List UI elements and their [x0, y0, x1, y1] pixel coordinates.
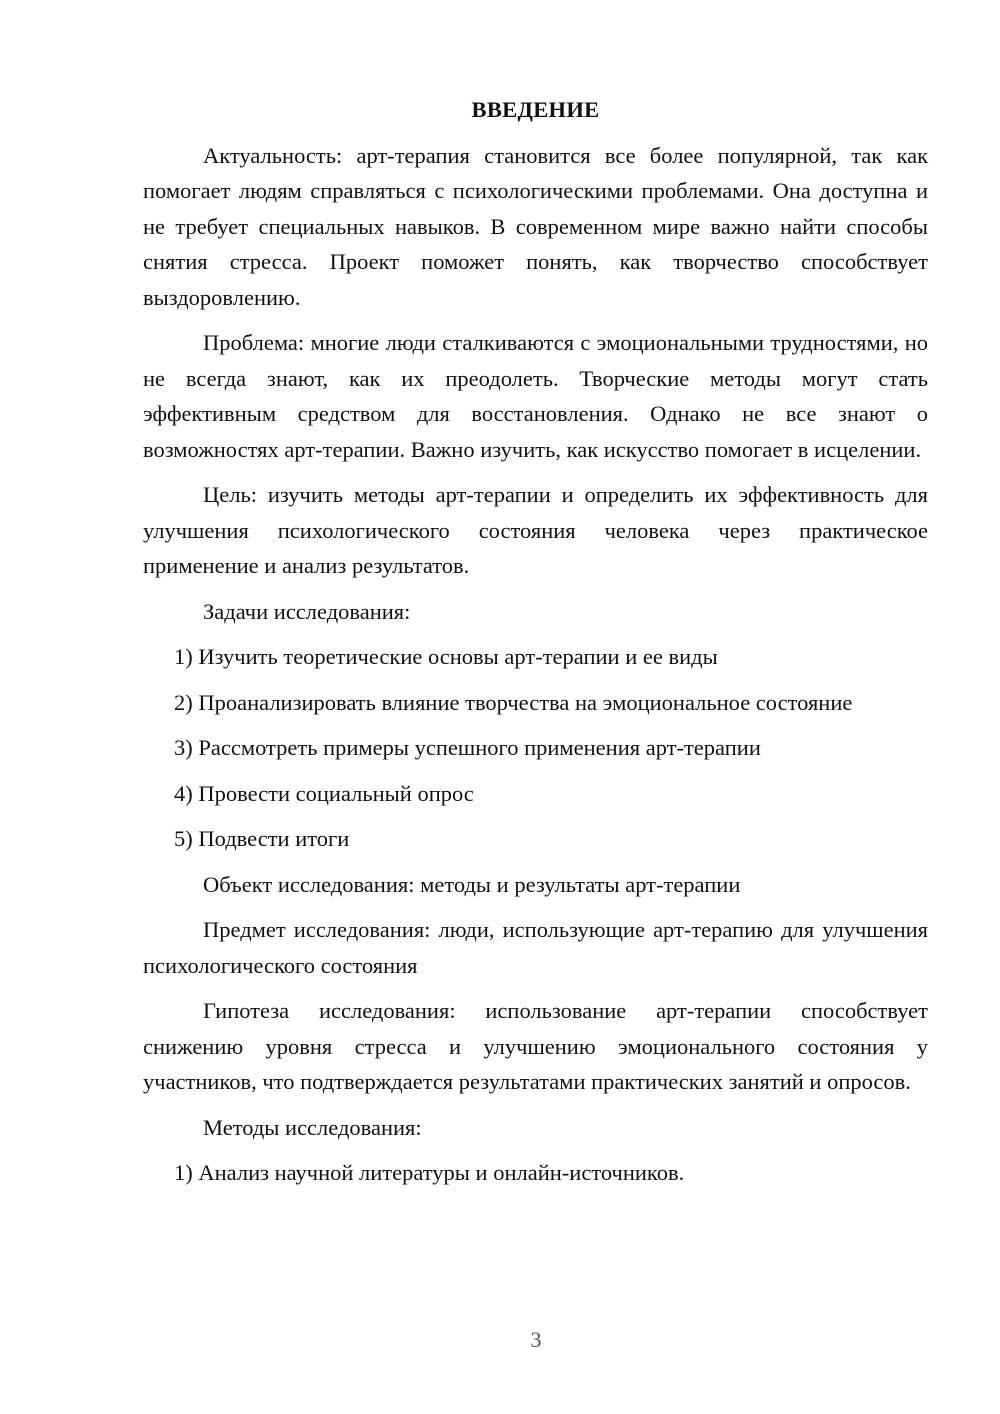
- object-paragraph: Объект исследования: методы и результаты арт-терапии: [203, 871, 741, 897]
- relevance-paragraph: Актуальность: арт-терапия становится все более популярной, так как помогает людям справляться с психологическими проблемами. Она доступна и не требует специальных навыков. В современном мире важно найти способы снятия стресса. Проект поможет понять, как творчество способствует выздоровлению.: [143, 142, 928, 310]
- task-item-4: 4) Провести социальный опрос: [174, 780, 474, 806]
- task-item-3: 3) Рассмотреть примеры успешного применения арт-терапии: [174, 735, 761, 760]
- problem-paragraph: Проблема: многие люди сталкиваются с эмоциональными трудностями, но не всегда знают, как их преодолеть. Творческие методы могут стать эффективным средством для восстановления. Однако не все знают о возможностях арт-терапии. Важно изучить, как искусство помогает в исцелении.: [143, 330, 928, 462]
- methods-title: Методы исследования:: [203, 1114, 422, 1140]
- goal-paragraph: Цель: изучить методы арт-терапии и определить их эффективность для улучшения психологического состояния человека через практическое применение и анализ результатов.: [143, 482, 928, 578]
- task-item-1: 1) Изучить теоретические основы арт-терапии и ее виды: [174, 644, 718, 669]
- task-item-2: 2) Проанализировать влияние творчества на эмоциональное состояние: [174, 689, 853, 715]
- subject-paragraph: Предмет исследования: люди, использующие арт-терапию для улучшения психологического состояния: [143, 917, 928, 978]
- task-item-5: 5) Подвести итоги: [174, 826, 350, 851]
- hypothesis-paragraph: Гипотеза исследования: использование арт-терапии способствует снижению уровня стресса и улучшению эмоционального состояния у участников, что подтверждается результатами практических занятий и опросов.: [143, 998, 928, 1094]
- page-number: 3: [530, 1327, 542, 1352]
- page-content: [143, 92, 928, 1201]
- method-item-1: 1) Анализ научной литературы и онлайн-источников.: [174, 1160, 685, 1185]
- tasks-title: Задачи исследования:: [203, 598, 411, 624]
- section-heading: ВВЕДЕНИЕ: [471, 97, 600, 122]
